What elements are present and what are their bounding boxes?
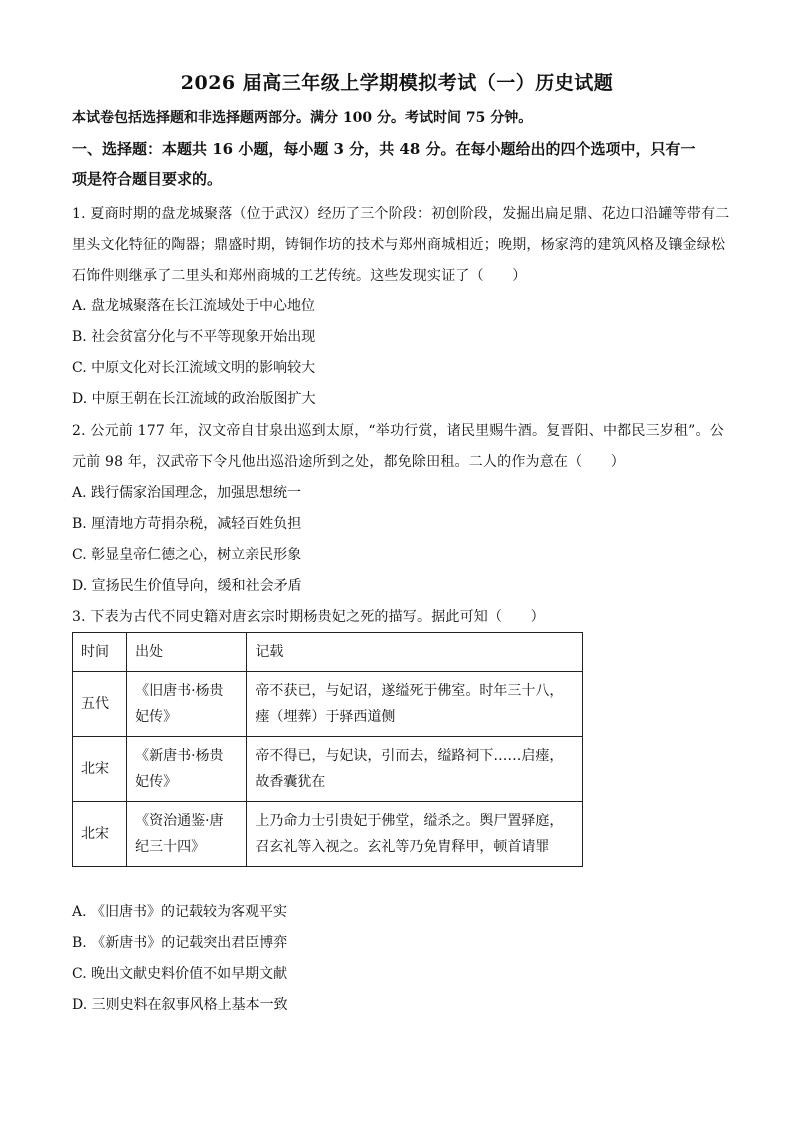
exam-title: 2026 届高三年级上学期模拟考试（一）历史试题: [180, 72, 614, 94]
q3-stem: 3. 下表为古代不同史籍对唐玄宗时期杨贵妃之死的描写。据此可知（ ）: [72, 609, 545, 625]
q3-option-d[interactable]: D. 三则史料在叙事风格上基本一致: [72, 997, 288, 1013]
q1-stem-line-2: 里头文化特征的陶器；鼎盛时期，铸铜作坊的技术与郑州商城相近；晚期，杨家湾的建筑风格及镶金绿松: [72, 237, 726, 253]
row-time: 北宋: [73, 802, 127, 867]
q1-option-a[interactable]: A. 盘龙城聚落在长江流域处于中心地位: [72, 298, 316, 314]
row-source-line: 妃传》: [135, 774, 178, 790]
q3-option-c[interactable]: C. 晚出文献史料价值不如早期文献: [72, 966, 288, 982]
row-source-line: 《旧唐书·杨贵: [135, 683, 224, 699]
exam-intro: 本试卷包括选择题和非选择题两部分。满分 100 分。考试时间 75 分钟。: [72, 110, 533, 126]
row-source: [127, 672, 247, 737]
header-source: 出处: [127, 633, 247, 672]
history-sources-table: [72, 632, 583, 867]
table-row: [73, 737, 583, 802]
row-source-line: 妃传》: [135, 709, 178, 725]
section-heading-line-1: 一、选择题：本题共 16 小题，每小题 3 分，共 48 分。在每小题给出的四个选项中，只有一: [72, 140, 696, 158]
row-record-line: 瘗（埋葬）于驿西道侧: [255, 709, 396, 725]
row-time: 五代: [73, 672, 127, 737]
row-source: [127, 737, 247, 802]
row-time: 北宋: [73, 737, 127, 802]
table-row: [73, 802, 583, 867]
q2-option-a[interactable]: A. 践行儒家治国理念，加强思想统一: [72, 485, 302, 501]
row-record: [247, 737, 583, 802]
row-record-line: 上乃命力士引贵妃于佛堂，缢杀之。舆尸置驿庭，: [255, 813, 564, 829]
table-row: [73, 672, 583, 737]
q1-option-b[interactable]: B. 社会贫富分化与不平等现象开始出现: [72, 329, 316, 345]
section-heading-line-2: 项是符合题目要求的。: [72, 170, 223, 188]
q2-option-c[interactable]: C. 彰显皇帝仁德之心，树立亲民形象: [72, 547, 302, 563]
table-header-row: [73, 633, 583, 672]
row-record-line: 故香囊犹在: [255, 774, 326, 790]
q2-stem-line-2: 元前 98 年，汉武帝下令凡他出巡沿途所到之处，都免除田租。二人的作为意在（ ）: [72, 454, 625, 470]
q1-option-c[interactable]: C. 中原文化对长江流域文明的影响较大: [72, 360, 316, 376]
row-record: [247, 802, 583, 867]
row-record-line: 帝不得已，与妃诀，引而去，缢路祠下……启瘗，: [255, 748, 564, 764]
q1-stem-line-3: 石饰件则继承了二里头和郑州商城的工艺传统。这些发现实证了（ ）: [72, 268, 527, 284]
q2-stem-line-1: 2. 公元前 177 年，汉文帝自甘泉出巡到太原，“举功行赏，诸民里赐牛酒。复晋阳、中都民三岁租”。公: [72, 423, 724, 439]
row-source-line: 《新唐书·杨贵: [135, 748, 224, 764]
row-source: [127, 802, 247, 867]
q3-option-b[interactable]: B. 《新唐书》的记载突出君臣博弈: [72, 935, 288, 951]
row-record: [247, 672, 583, 737]
q1-stem-line-1: 1. 夏商时期的盘龙城聚落（位于武汉）经历了三个阶段：初创阶段，发掘出扁足鼎、花边口沿罐等带有二: [72, 206, 730, 222]
q3-option-a[interactable]: A. 《旧唐书》的记载较为客观平实: [72, 904, 288, 920]
q1-option-d[interactable]: D. 中原王朝在长江流域的政治版图扩大: [72, 391, 316, 407]
header-record: 记载: [247, 633, 583, 672]
q2-option-d[interactable]: D. 宣扬民生价值导向，缓和社会矛盾: [72, 578, 302, 594]
row-record-line: 帝不获已，与妃诏，遂缢死于佛室。时年三十八，: [255, 683, 564, 699]
q2-option-b[interactable]: B. 厘清地方苛捐杂税，减轻百姓负担: [72, 516, 302, 532]
row-source-line: 纪三十四》: [135, 839, 206, 855]
row-record-line: 召玄礼等入视之。玄礼等乃免胄释甲，顿首请罪: [255, 839, 550, 855]
header-time: 时间: [73, 633, 127, 672]
row-source-line: 《资治通鉴·唐: [135, 813, 224, 829]
